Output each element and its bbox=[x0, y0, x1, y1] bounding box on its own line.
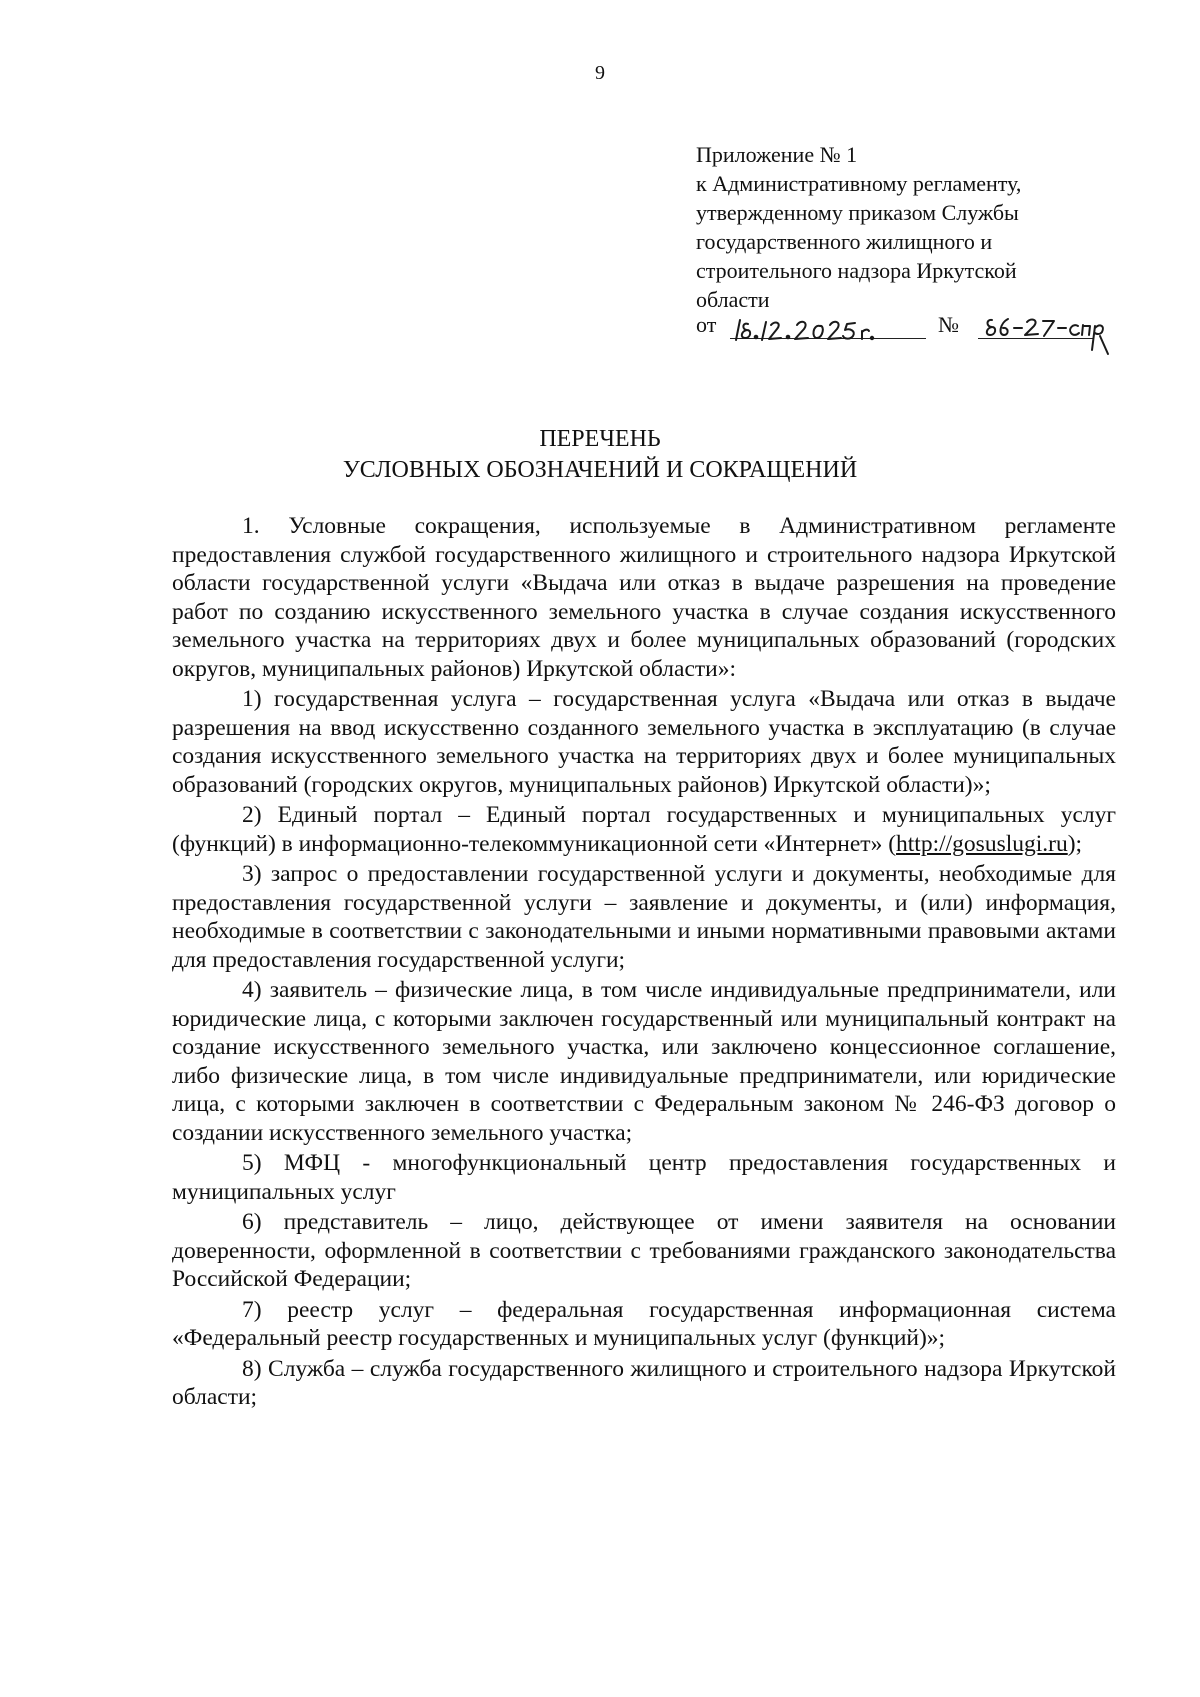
appendix-line: государственного жилищного и bbox=[696, 229, 993, 254]
item-2-suffix: ); bbox=[1067, 830, 1083, 857]
list-item-4: 4) заявитель – физические лица, в том числе индивидуальные предприниматели, или юридические лица, с которыми заключен государственный или муниципальный контракт на создание искусственного земельного участка, или заключено концессионное соглашение, либо физические лица, в том числе индивидуальные предприниматели, или юридические лица, с которыми заключен в соответствии с Федеральным законом № 246-ФЗ договор о создании искусственного земельного участка; bbox=[172, 977, 1116, 1146]
appendix-line: к Административному регламенту, bbox=[696, 171, 1022, 196]
list-item-1: 1) государственная услуга – государственная услуга «Выдача или отказ в выдаче разрешения на ввод искусственно созданного земельного участка в эксплуатацию (в случае создания искусственного земельного участка на территориях двух и более муниципальных образований (городских округов, муниципальных районов) Иркутской области)»; bbox=[172, 686, 1116, 798]
title-line-1: ПЕРЕЧЕНЬ bbox=[539, 426, 661, 452]
paragraph-intro: 1. Условные сокращения, используемые в Административном регламенте предоставления службой государственного жилищного и строительного надзора Иркутской области государственной услуги «Выдача или отказ в выдаче разрешения на проведение работ по созданию искусственного земельного участка в случае создания искусственного земельного участка на территориях двух и более муниципальных образований (городских округов, муниципальных районов) Иркутской области»: bbox=[172, 513, 1116, 682]
gosuslugi-link[interactable]: http://gosuslugi.ru bbox=[896, 830, 1068, 857]
list-item-8: 8) Служба – служба государственного жилищного и строительного надзора Иркутской области; bbox=[172, 1355, 1116, 1410]
item-2-text: 2) Единый портал – Единый портал государственных и муниципальных услуг (функций) в информационно-телекоммуникационной сети «Интернет» ( bbox=[172, 802, 1116, 857]
handwritten-date-and-number bbox=[696, 304, 1126, 364]
list-item-7: 7) реестр услуг – федеральная государственная информационная система «Федеральный реестр государственных и муниципальных услуг (функций)»; bbox=[172, 1296, 1116, 1351]
list-item-5: 5) МФЦ - многофункциональный центр предоставления государственных и муниципальных услуг bbox=[172, 1150, 1116, 1205]
approval-date-number-row bbox=[696, 304, 1126, 364]
document-body bbox=[172, 512, 1116, 1414]
appendix-line: области bbox=[696, 287, 770, 312]
number-label: № bbox=[938, 312, 959, 337]
appendix-header bbox=[696, 140, 1116, 314]
list-item-2 bbox=[172, 801, 1116, 858]
appendix-line: строительного надзора Иркутской bbox=[696, 258, 1017, 283]
title-line-2: УСЛОВНЫХ ОБОЗНАЧЕНИЙ И СОКРАЩЕНИЙ bbox=[342, 457, 858, 483]
document-title bbox=[0, 424, 1200, 486]
list-item-6: 6) представитель – лицо, действующее от имени заявителя на основании доверенности, оформленной в соответствии с требованиями гражданского законодательства Российской Федерации; bbox=[172, 1209, 1116, 1292]
appendix-line: Приложение № 1 bbox=[696, 142, 858, 167]
page-number: 9 bbox=[595, 62, 605, 84]
from-label: от bbox=[696, 312, 717, 337]
list-item-3: 3) запрос о предоставлении государственной услуги и документы, необходимые для предоставления государственной услуги – заявление и документы, и (или) информация, необходимые в соответствии с законодательными и иными нормативными правовыми актами для предоставления государственной услуги; bbox=[172, 861, 1116, 973]
appendix-line: утвержденному приказом Службы bbox=[696, 200, 1019, 225]
